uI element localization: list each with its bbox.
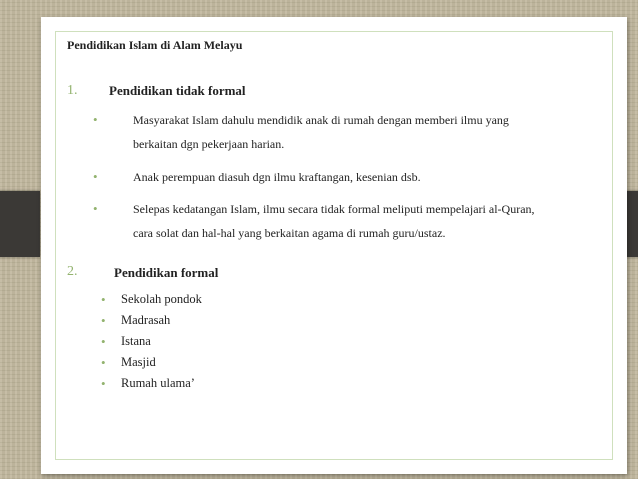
section-2-number: 2.	[67, 264, 78, 279]
section-1-bullet-1-line-2: berkaitan dgn pekerjaan harian.	[133, 137, 285, 151]
bullet-marker: •	[101, 313, 106, 328]
slide-title: Pendidikan Islam di Alam Melayu	[67, 38, 243, 52]
section-2-item-1: Sekolah pondok	[121, 292, 202, 306]
left-binder-tab	[0, 191, 40, 257]
bullet-marker: •	[101, 355, 106, 370]
section-1-bullet-2-line-1: Anak perempuan diasuh dgn ilmu kraftangan, kesenian dsb.	[133, 170, 421, 184]
bullet-marker: •	[101, 334, 106, 349]
section-2-item-2: Madrasah	[121, 313, 171, 327]
bullet-marker: •	[101, 376, 106, 391]
bullet-marker: •	[93, 201, 98, 216]
section-1-bullet-3-line-2: cara solat dan hal-hal yang berkaitan agama di rumah guru/ustaz.	[133, 226, 446, 240]
slide-card	[41, 17, 627, 474]
bullet-marker: •	[101, 292, 106, 307]
section-1-bullet-3-line-1: Selepas kedatangan Islam, ilmu secara tidak formal meliputi mempelajari al-Quran,	[133, 202, 535, 216]
section-1-bullet-1-line-1: Masyarakat Islam dahulu mendidik anak di rumah dengan memberi ilmu yang	[133, 113, 509, 127]
section-1-number: 1.	[67, 83, 78, 98]
section-1-heading: Pendidikan tidak formal	[109, 83, 246, 98]
section-2-item-4: Masjid	[121, 355, 156, 369]
bullet-marker: •	[93, 169, 98, 184]
section-2-item-5: Rumah ulama’	[121, 376, 195, 390]
section-2-heading: Pendidikan formal	[114, 265, 219, 280]
bullet-marker: •	[93, 112, 98, 127]
section-2-item-3: Istana	[121, 334, 151, 348]
